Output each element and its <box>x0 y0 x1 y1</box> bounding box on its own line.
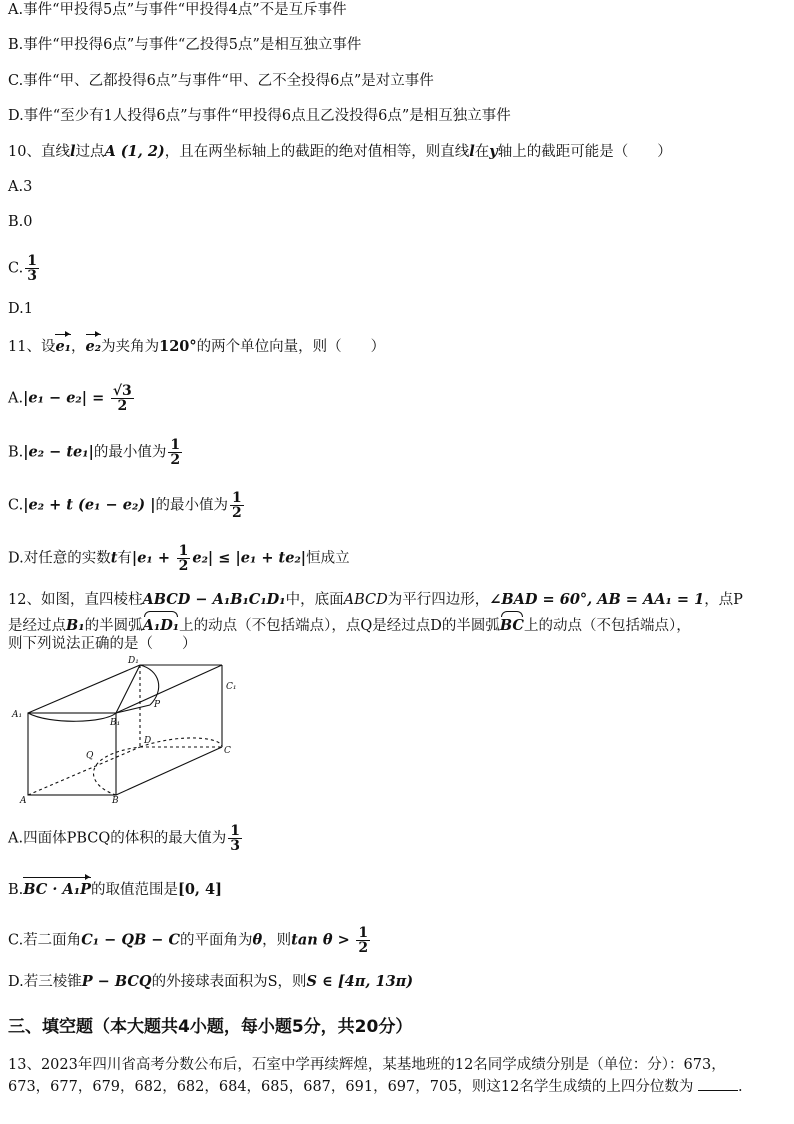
q11-option-d-expr: |e₁ + <box>131 549 170 567</box>
q13-line1: 13、2023年四川省高考分数公布后，石室中学再续辉煌，某基地班的12名同学成绩分别是（单位：分）：673， <box>8 1057 726 1073</box>
segment-b1d1 <box>116 665 140 713</box>
q12-option-d-text: 若三棱锥 <box>23 974 82 990</box>
q9-option-b: B.事件“甲投得6点”与事件“乙投得5点”是相互独立事件 <box>8 37 362 53</box>
q11-stem <box>8 337 385 357</box>
fraction-numerator: 1 <box>27 253 37 269</box>
q12-option-b-range: [0, 4] <box>177 881 222 898</box>
fraction-denominator: 3 <box>230 838 241 854</box>
q13-text: 673，677，679，682，682，684，685，687，691，697，705，则这12名学生成绩的上四分位数为 <box>8 1079 694 1095</box>
fraction-denominator: 2 <box>170 452 181 468</box>
q12-stem-line3: 则下列说法正确的是（ ） <box>8 636 197 652</box>
q11-option-b-text: 的最小值为 <box>93 444 167 461</box>
q11-option-d <box>8 544 350 573</box>
q11-angle: 120° <box>159 338 197 355</box>
q10-option-c-fraction <box>25 254 39 283</box>
fraction-numerator: 1 <box>178 543 189 559</box>
q11-option-d-fraction <box>177 544 191 573</box>
option-label: C. <box>8 497 24 514</box>
q11-option-a-fraction <box>111 384 134 413</box>
q12-condition: ∠BAD = 60°, AB = AA₁ = 1 <box>489 591 705 608</box>
option-label: C. <box>8 932 24 949</box>
q12-point-b1: B₁ <box>66 617 85 634</box>
fraction-numerator: √3 <box>112 383 132 399</box>
fraction-denominator: 3 <box>27 268 37 284</box>
label-p: P <box>154 700 161 710</box>
q11-option-c <box>8 491 246 520</box>
label-a1: A₁ <box>12 710 23 720</box>
q10-point: A (1, 2) <box>104 143 165 160</box>
q12-option-c <box>8 926 372 955</box>
variable-t: t <box>110 549 118 567</box>
q10-option-c-label: C. <box>8 260 24 277</box>
q12-prism: ABCD − A₁B₁C₁D₁ <box>142 591 286 608</box>
q12-option-c-text: 若二面角 <box>23 932 82 949</box>
q12-text: 上的动点（不包括端点），点Q是经过点D的半圆弧 <box>179 618 500 634</box>
fraction-denominator: 2 <box>178 558 189 574</box>
section-heading-fill-in: 三、填空题（本大题共4小题，每小题5分，共20分） <box>8 1017 413 1037</box>
label-d1: D₁ <box>128 656 139 666</box>
q12-option-c-expr2: tan θ > <box>291 931 350 949</box>
fraction-numerator: 1 <box>170 437 181 453</box>
q12-stem-line2 <box>8 616 691 636</box>
q11-number: 11、 <box>8 339 41 355</box>
q12-number: 12、 <box>8 592 41 608</box>
vector-e2: e₂ <box>85 338 102 355</box>
q11-option-d-text: 恒成立 <box>306 550 350 567</box>
label-b: B <box>112 796 119 805</box>
arc-d1-p <box>140 665 159 705</box>
q9-option-a: A.事件“甲投得5点”与事件“甲投得4点”不是互斥事件 <box>8 2 347 18</box>
q10-stem-text: 在 <box>474 144 490 160</box>
q12-arc-a1d1: A₁D₁ <box>142 617 180 634</box>
q11-option-a <box>8 384 136 413</box>
q10-stem-text: ，且在两坐标轴上的截距的绝对值相等，则直线 <box>164 144 470 160</box>
q10-stem-text: 轴上的截距可能是（ ） <box>497 144 672 160</box>
edge-a1d1 <box>28 665 140 713</box>
q10-line-l: l <box>469 143 475 160</box>
q11-option-b-fraction <box>168 438 182 467</box>
segment-b1p <box>116 705 150 713</box>
q11-option-b-expr: |e₂ − te₁| <box>23 443 94 461</box>
q12-option-c-expr: C₁ − QB − C <box>81 931 180 949</box>
q12-option-b-expr: BC · A₁P <box>23 881 91 898</box>
q12-text: ，点P <box>704 592 743 608</box>
q11-stem-text: 设 <box>40 339 56 355</box>
option-label: D. <box>8 550 24 567</box>
q10-line-l: l <box>69 143 76 160</box>
q12-option-a-fraction <box>228 824 242 853</box>
edge-b1c1 <box>116 665 222 713</box>
q10-option-d: D.1 <box>8 301 33 317</box>
arc-a1d1-front <box>28 713 116 721</box>
q12-option-d-expr2: S ∈ [4π, 13π) <box>306 973 414 990</box>
option-label: A. <box>8 390 24 407</box>
q11-option-d-expr: e₂| ≤ |e₁ + te₂| <box>192 549 307 567</box>
q12-option-b-text: 的取值范围是 <box>90 882 178 898</box>
q10-stem <box>8 142 672 162</box>
fraction-denominator: 2 <box>358 940 369 956</box>
fraction-denominator: 2 <box>117 398 128 414</box>
option-label: B. <box>8 882 24 898</box>
fraction-numerator: 1 <box>230 823 241 839</box>
q11-stem-text: 的两个单位向量，则（ ） <box>196 339 386 355</box>
q11-option-c-text: 的最小值为 <box>155 497 228 514</box>
q12-text: 是经过点 <box>8 618 66 634</box>
label-d: D <box>144 736 152 746</box>
q12-text: 的半圆弧 <box>84 618 143 634</box>
q10-stem-text: 直线 <box>40 144 70 160</box>
fraction-numerator: 1 <box>358 925 369 941</box>
q10-option-b: B.0 <box>8 214 33 230</box>
q12-option-a-text: 四面体PBCQ的体积的最大值为 <box>23 830 227 847</box>
q13-line2 <box>8 1077 743 1097</box>
q10-axis-y: y <box>489 143 498 160</box>
q10-option-c <box>8 254 41 283</box>
edge-ad-hidden <box>28 747 140 795</box>
q12-option-a <box>8 824 244 853</box>
label-b1: B₁ <box>110 718 121 728</box>
q9-option-d: D.事件“至少有1人投得6点”与事件“甲投得6点且乙没投得6点”是相互独立事件 <box>8 108 511 124</box>
q12-option-d <box>8 972 413 992</box>
q13-end: . <box>738 1079 743 1095</box>
q12-option-d-expr: P − BCQ <box>81 973 152 990</box>
option-label: A. <box>8 830 24 847</box>
q11-option-a-expr: |e₁ − e₂| = <box>23 389 105 407</box>
q11-option-c-fraction <box>230 491 244 520</box>
answer-blank[interactable] <box>698 1078 738 1091</box>
q11-option-d-text: 对任意的实数 <box>23 550 111 567</box>
q10-number: 10、 <box>8 144 41 160</box>
q12-stem-line1 <box>8 590 743 610</box>
q12-text: 中，底面 <box>285 592 344 608</box>
q10-stem-text: 过点 <box>75 144 105 160</box>
prism-front-face <box>28 713 116 795</box>
vector-e1: e₁ <box>55 338 72 355</box>
q10-option-a: A.3 <box>8 179 33 195</box>
q12-text: 上的动点（不包括端点）， <box>523 618 691 634</box>
fraction-denominator: 2 <box>231 505 242 521</box>
q12-abcd: ABCD <box>343 592 388 608</box>
q11-option-b <box>8 438 184 467</box>
q12-text: 为平行四边形， <box>387 592 490 608</box>
q9-option-c: C.事件“甲、乙都投得6点”与事件“甲、乙不全投得6点”是对立事件 <box>8 73 434 89</box>
label-a: A <box>20 796 27 805</box>
q12-arc-bc: BC <box>499 617 524 634</box>
label-c1: C₁ <box>226 682 237 692</box>
label-q: Q <box>86 751 94 761</box>
q11-option-d-text: 有 <box>117 550 132 567</box>
fraction-numerator: 1 <box>231 490 242 506</box>
option-label: D. <box>8 974 24 990</box>
q12-option-d-text: 的外接球表面积为S，则 <box>151 974 307 990</box>
q12-text: 如图，直四棱柱 <box>40 592 143 608</box>
label-c: C <box>224 746 231 756</box>
q11-option-c-expr: |e₂ + t (e₁ − e₂) | <box>23 496 156 514</box>
prism-figure <box>10 655 250 805</box>
q12-option-c-text: 的平面角为 <box>180 932 253 949</box>
q11-separator: ， <box>71 339 86 355</box>
q12-option-b <box>8 880 222 900</box>
arc-dc-hidden <box>140 738 222 747</box>
option-label: B. <box>8 444 24 461</box>
q12-option-c-fraction <box>356 926 370 955</box>
q12-option-c-text: ，则 <box>262 932 292 949</box>
edge-bc <box>116 747 222 795</box>
q12-theta: θ <box>252 931 263 949</box>
q11-stem-text: 为夹角为 <box>101 339 160 355</box>
